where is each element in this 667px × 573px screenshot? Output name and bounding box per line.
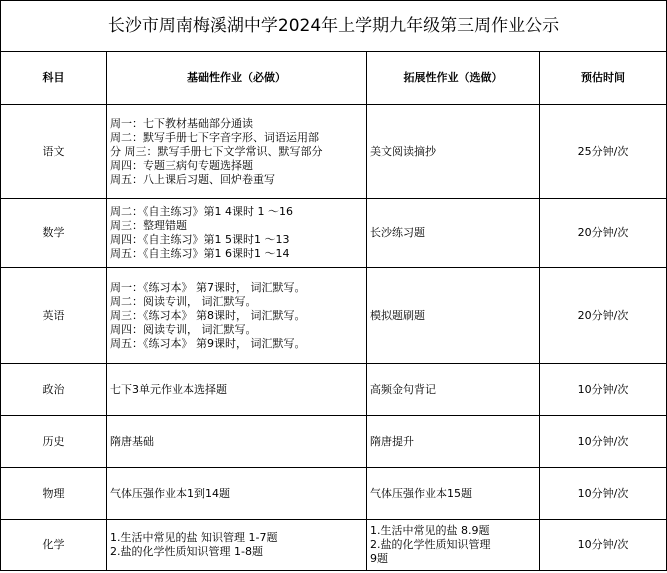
header-row — [1, 52, 667, 105]
basic-line: 周三：《练习本》 第8课时， 词汇默写。 — [110, 308, 306, 322]
extended-cell — [367, 520, 540, 571]
basic-cell — [107, 416, 367, 468]
subject-cell: 物理 — [1, 468, 107, 520]
time-cell: 10分钟/次 — [540, 416, 667, 468]
extended-line: 1.生活中常见的盐 8.9题 — [370, 524, 490, 537]
subject-cell: 历史 — [1, 416, 107, 468]
basic-cell — [107, 105, 367, 199]
page-title: 长沙市周南梅溪湖中学2024年上学期九年级第三周作业公示 — [1, 1, 667, 52]
basic-line: 周五：八上课后习题、回炉卷重写 — [110, 172, 275, 186]
time-cell: 25分钟/次 — [540, 105, 667, 199]
basic-line: 周四：专题三病句专题选择题 — [110, 158, 253, 172]
extended-cell — [367, 199, 540, 268]
table-row — [1, 364, 667, 416]
extended-line: 长沙练习题 — [370, 226, 425, 239]
extended-line: 隋唐提升 — [370, 434, 414, 448]
time-cell: 20分钟/次 — [540, 199, 667, 268]
basic-line: 周五：《自主练习》第1 6课时1 ～14 — [110, 247, 290, 260]
basic-line: 周二：阅读专训， 词汇默写。 — [110, 294, 257, 308]
extended-line: 美文阅读摘抄 — [370, 144, 436, 158]
extended-cell — [367, 364, 540, 416]
extended-line: 9题 — [370, 552, 388, 565]
subject-cell: 化学 — [1, 520, 107, 571]
subject-cell: 英语 — [1, 268, 107, 364]
table-row — [1, 105, 667, 199]
header-subject: 科目 — [1, 52, 107, 105]
basic-line: 周五：《练习本》 第9课时， 词汇默写。 — [110, 336, 306, 350]
table-row — [1, 416, 667, 468]
subject-cell: 政治 — [1, 364, 107, 416]
extended-line: 气体压强作业本15题 — [370, 486, 472, 500]
extended-line: 模拟题刷题 — [370, 308, 425, 322]
basic-line: 周一：七下教材基础部分通读 — [110, 116, 253, 130]
basic-line: 气体压强作业本1到14题 — [110, 486, 230, 500]
header-basic: 基础性作业（必做） — [107, 52, 367, 105]
subject-cell: 语文 — [1, 105, 107, 199]
extended-cell — [367, 416, 540, 468]
header-extended: 拓展性作业（选做） — [367, 52, 540, 105]
basic-line: 分 周三：默写手册七下文学常识、默写部分 — [110, 144, 323, 158]
table-row — [1, 268, 667, 364]
basic-cell — [107, 364, 367, 416]
subject-cell: 数学 — [1, 199, 107, 268]
basic-line: 1.生活中常见的盐 知识管理 1-7题 — [110, 531, 278, 544]
basic-line: 周二：《自主练习》第1 4课时 1 ～16 — [110, 205, 293, 218]
header-time: 预估时间 — [540, 52, 667, 105]
basic-cell — [107, 520, 367, 571]
basic-line: 2.盐的化学性质知识管理 1-8题 — [110, 545, 263, 558]
basic-cell — [107, 268, 367, 364]
basic-line: 周三：整理错题 — [110, 219, 187, 232]
basic-line: 周一：《练习本》 第7课时， 词汇默写。 — [110, 280, 306, 294]
time-cell: 10分钟/次 — [540, 520, 667, 571]
basic-line: 周二：默写手册七下字音字形、词语运用部 — [110, 130, 319, 144]
basic-cell — [107, 199, 367, 268]
table-row — [1, 199, 667, 268]
extended-line: 2.盐的化学性质知识管理 — [370, 538, 491, 551]
extended-cell — [367, 268, 540, 364]
basic-line: 周四：阅读专训， 词汇默写。 — [110, 322, 257, 336]
extended-cell — [367, 105, 540, 199]
basic-cell — [107, 468, 367, 520]
table-row — [1, 468, 667, 520]
basic-line: 周四：《自主练习》第1 5课时1 ～13 — [110, 233, 290, 246]
time-cell: 20分钟/次 — [540, 268, 667, 364]
extended-line: 高频金句背记 — [370, 382, 436, 396]
time-cell: 10分钟/次 — [540, 468, 667, 520]
basic-line: 七下3单元作业本选择题 — [110, 382, 227, 396]
time-cell: 10分钟/次 — [540, 364, 667, 416]
basic-line: 隋唐基础 — [110, 434, 154, 448]
table-row — [1, 520, 667, 571]
extended-cell — [367, 468, 540, 520]
